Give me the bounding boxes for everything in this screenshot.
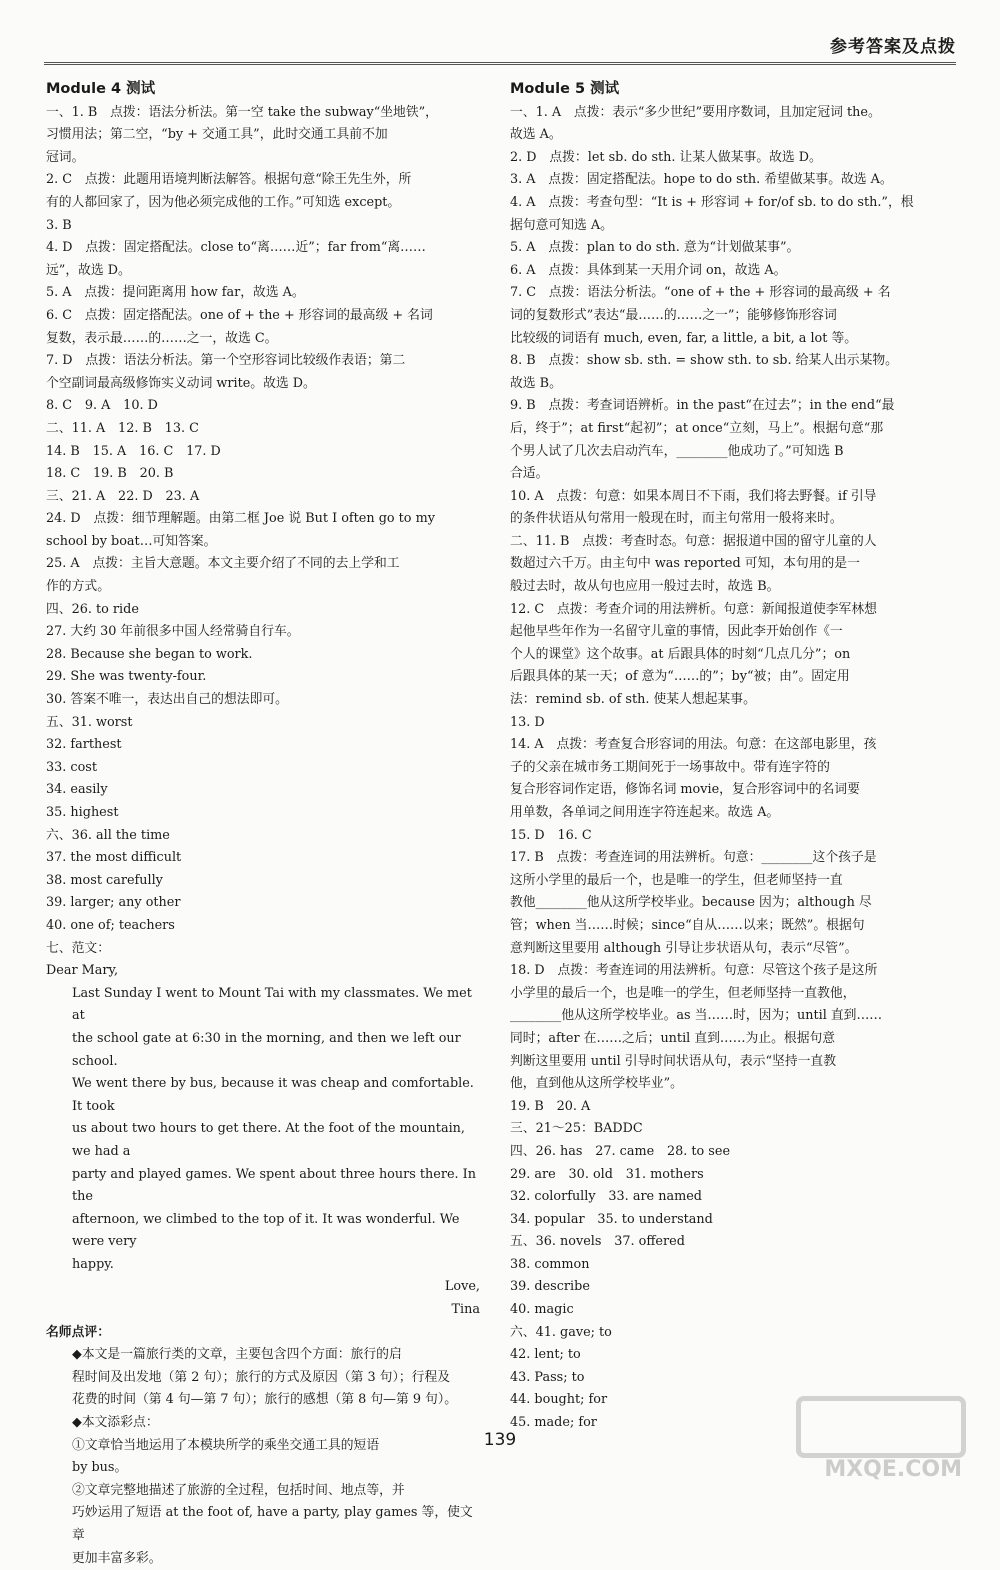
text-line: 用单数，各单词之间用连字符连起来。故选 A。 xyxy=(510,805,780,820)
text-line: 35. highest xyxy=(46,805,119,820)
text-line: the school gate at 6:30 in the morning, and then we left our school. xyxy=(72,1030,465,1069)
text-line: 五、36. novels 37. offered xyxy=(510,1234,685,1250)
text-line: 3. A 点拨：固定搭配法。hope to do sth. 希望做某事。故选 A。 xyxy=(510,172,893,188)
text-line: 远”，故选 D。 xyxy=(46,262,131,278)
text-line: 34. popular 35. to understand xyxy=(510,1211,713,1227)
watermark-url: MXQE.COM xyxy=(824,1457,962,1482)
text-line: 三、21. A 22. D 23. A xyxy=(46,488,200,504)
text-line: 6. C 点拨：固定搭配法。one of + the + 形容词的最高级 + 名词 xyxy=(46,307,433,323)
text-line: 34. easily xyxy=(46,782,108,798)
text-line: school by boat…可知答案。 xyxy=(46,533,217,549)
text-line: afternoon, we climbed to the top of it. It was wonderful. We were very xyxy=(72,1211,464,1250)
text-line: 2. C 点拨：此题用语境判断法解答。根据句意“除王先生外，所 xyxy=(46,172,412,188)
text-line: 法：remind sb. of sth. 使某人想起某事。 xyxy=(510,692,756,708)
text-line: 19. B 20. A xyxy=(510,1098,591,1114)
text-line: 故选 B。 xyxy=(510,375,562,391)
text-line: 程时间及出发地（第 2 句）；旅行的方式及原因（第 3 句）；行程及 xyxy=(72,1369,451,1385)
text-line: 数超过六千万。由主句中 was reported 可知，本句用的是一 xyxy=(510,556,860,572)
text-line: 38. most carefully xyxy=(46,872,163,888)
text-line: 40. magic xyxy=(510,1302,574,1318)
text-line: 合适。 xyxy=(510,466,549,482)
text-line: 比较级的词语有 much, even, far, a little, a bit, a lot 等。 xyxy=(510,330,858,346)
comment-title: 名师点评： xyxy=(46,1324,110,1340)
text-line: 作的方式。 xyxy=(46,579,110,595)
text-line: 45. made; for xyxy=(510,1415,597,1431)
text-line: 复数，表示最……的……之一，故选 C。 xyxy=(46,330,278,346)
text-line: 30. 答案不唯一，表达出自己的想法即可。 xyxy=(46,692,288,708)
text-line: 40. one of; teachers xyxy=(46,917,175,933)
text-line: 一、1. B 点拨：语法分析法。第一空 take the subway“坐地铁”， xyxy=(46,104,438,120)
text-line: 据句意可知选 A。 xyxy=(510,217,613,233)
text-line: 18. C 19. B 20. B xyxy=(46,466,174,482)
header-title: 参考答案及点拨 xyxy=(830,37,956,57)
watermark-logo xyxy=(786,1396,966,1486)
text-line: 39. describe xyxy=(510,1279,590,1295)
text-line: 24. D 点拨：细节理解题。由第二框 Joe 说 But I often go to my xyxy=(46,511,435,527)
text-line: We went there by bus, because it was cheap and comfortable. It took xyxy=(72,1076,478,1114)
text-line: 个人的课堂》这个故事。at 后跟具体的时刻“几点几分”；on xyxy=(510,646,851,662)
text-line: 42. lent; to xyxy=(510,1347,581,1363)
text-line: party and played games. We spent about three hours there. In the xyxy=(72,1166,481,1205)
text-line: ①文章恰当地运用了本模块所学的乘坐交通工具的短语 xyxy=(72,1437,380,1453)
text-line: 六、36. all the time xyxy=(46,827,170,843)
text-line: 复合形容词作定语，修饰名词 movie，复合形容词中的名词要 xyxy=(510,782,860,798)
text-line: us about two hours to get there. At the foot of the mountain, we had a xyxy=(72,1121,470,1159)
text-line: 6. A 点拨：具体到某一天用介词 on，故选 A。 xyxy=(510,262,787,278)
module5-answers xyxy=(510,102,956,1435)
text-line: 七、范文： xyxy=(46,940,110,956)
text-line: 5. A 点拨：plan to do sth. 意为“计划做某事”。 xyxy=(510,240,800,256)
text-line: 8. C 9. A 10. D xyxy=(46,398,158,414)
text-line: 他，直到他从这所学校毕业”。 xyxy=(510,1076,683,1092)
text-line: 般过去时，故从句也应用一般过去时，故选 B。 xyxy=(510,579,780,595)
teacher-comment xyxy=(46,1344,484,1570)
text-line: Dear Mary, xyxy=(46,963,119,979)
text-line: 3. B xyxy=(46,217,72,233)
text-line: 15. D 16. C xyxy=(510,827,592,843)
text-line: 二、11. A 12. B 13. C xyxy=(46,420,199,436)
text-line: 更加丰富多彩。 xyxy=(72,1550,162,1566)
text-line: 4. A 点拨：考查句型：“It is + 形容词 + for/of sb. to do sth.”，根 xyxy=(510,194,914,210)
essay-sign-name: Tina xyxy=(451,1302,480,1318)
text-line: 17. B 点拨：考查连词的用法辨析。句意：________这个孩子是 xyxy=(510,850,877,866)
text-line: 一、1. A 点拨：表示“多少世纪”要用序数词，且加定冠词 the。 xyxy=(510,104,881,120)
text-line: 4. D 点拨：固定搭配法。close to“离……近”；far from“离…… xyxy=(46,240,426,256)
header-rule xyxy=(44,62,956,65)
module4-title: Module 4 测试 xyxy=(46,81,156,97)
text-line: by bus。 xyxy=(72,1460,128,1476)
right-column xyxy=(510,78,956,1435)
text-line: 教他________他从这所学校毕业。because 因为；although 尽 xyxy=(510,895,872,911)
text-line: 习惯用法；第二空，“by + 交通工具”，此时交通工具前不加 xyxy=(46,127,388,143)
text-line: 起他早些年作为一名留守儿童的事情，因此李开始创作《一 xyxy=(510,624,843,640)
page-number: 139 xyxy=(483,1430,517,1450)
text-line: 词的复数形式”表达“最……的……之一”；能够修饰形容词 xyxy=(510,307,837,323)
text-line: 9. B 点拨：考查词语辨析。in the past“在过去”；in the end“最 xyxy=(510,398,895,414)
text-line: 43. Pass; to xyxy=(510,1369,585,1385)
text-line: 18. D 点拨：考查连词的用法辨析。句意：尽管这个孩子是这所 xyxy=(510,963,878,979)
text-line: 32. colorfully 33. are named xyxy=(510,1189,702,1205)
text-line: 四、26. to ride xyxy=(46,601,139,617)
text-line: 27. 大约 30 年前很多中国人经常骑自行车。 xyxy=(46,624,300,640)
essay-sign-love: Love, xyxy=(444,1279,480,1295)
text-line: 巧妙运用了短语 at the foot of, have a party, play games 等，使文章 xyxy=(72,1505,473,1543)
text-line: 37. the most difficult xyxy=(46,850,182,866)
essay xyxy=(46,983,484,1277)
module4-answers xyxy=(46,102,484,983)
text-line: 33. cost xyxy=(46,759,98,775)
text-line: 29. She was twenty-four. xyxy=(46,669,207,685)
text-line: 这所小学里的最后一个，也是唯一的学生，但老师坚持一直 xyxy=(510,872,843,888)
text-line: 同时；after 在……之后；until 直到……为止。根据句意 xyxy=(510,1030,836,1046)
text-line: ②文章完整地描述了旅游的全过程，包括时间、地点等，并 xyxy=(72,1482,405,1498)
text-line: 38. common xyxy=(510,1256,590,1272)
module5-title: Module 5 测试 xyxy=(510,81,620,97)
text-line: ________他从这所学校毕业。as 当……时，因为；until 直到…… xyxy=(510,1008,883,1024)
text-line: 子的父亲在城市务工期间死于一场事故中。带有连字符的 xyxy=(510,759,830,775)
left-column xyxy=(46,78,484,1570)
text-line: 2. D 点拨：let sb. do sth. 让某人做某事。故选 D。 xyxy=(510,149,822,165)
text-line: ◆本文是一篇旅行类的文章，主要包含四个方面：旅行的启 xyxy=(72,1347,402,1363)
text-line: 个男人试了几次去启动汽车，________他成功了。”可知选 B xyxy=(510,443,844,459)
text-line: 8. B 点拨：show sb. sth. = show sth. to sb. 给某人出示某物。 xyxy=(510,353,898,369)
text-line: 39. larger; any other xyxy=(46,895,181,911)
text-line: happy. xyxy=(72,1256,114,1272)
text-line: 六、41. gave; to xyxy=(510,1324,612,1340)
text-line: 个空副词最高级修饰实义动词 write。故选 D。 xyxy=(46,375,316,391)
text-line: 后跟具体的某一天；of 意为“……的”；by“被；由”。固定用 xyxy=(510,669,850,685)
text-line: 管；when 当……时候；since“自从……以来；既然”。根据句 xyxy=(510,917,865,933)
watermark-box xyxy=(796,1396,966,1458)
text-line: 的条件状语从句常用一般现在时，而主句常用一般将来时。 xyxy=(510,511,843,527)
text-line: 判断这里要用 until 引导时间状语从句，表示“坚持一直教 xyxy=(510,1053,837,1069)
text-line: 12. C 点拨：考查介词的用法辨析。句意：新闻报道使李军林想 xyxy=(510,601,877,617)
text-line: 花费的时间（第 4 句—第 7 句）；旅行的感想（第 8 句—第 9 句）。 xyxy=(72,1392,458,1408)
text-line: 14. B 15. A 16. C 17. D xyxy=(46,443,221,459)
text-line: 后，终于”；at first“起初”；at once“立刻，马上”。根据句意“那 xyxy=(510,420,884,436)
text-line: 小学里的最后一个，也是唯一的学生，但老师坚持一直教他， xyxy=(510,985,856,1001)
text-line: 故选 A。 xyxy=(510,127,562,143)
text-line: 29. are 30. old 31. mothers xyxy=(510,1166,704,1182)
text-line: ◆本文添彩点： xyxy=(72,1415,159,1431)
page-header xyxy=(44,30,956,64)
text-line: 意判断这里要用 although 引导让步状语从句，表示“尽管”。 xyxy=(510,940,858,956)
text-line: 7. C 点拨：语法分析法。“one of + the + 形容词的最高级 + 名 xyxy=(510,285,891,301)
text-line: 7. D 点拨：语法分析法。第一个空形容词比较级作表语；第二 xyxy=(46,353,406,369)
text-line: 三、21～25：BADDC xyxy=(510,1121,643,1137)
text-line: 有的人都回家了，因为他必须完成他的工作。”可知选 except。 xyxy=(46,194,401,210)
text-line: 13. D xyxy=(510,714,545,730)
text-line: 五、31. worst xyxy=(46,714,133,730)
text-line: 冠词。 xyxy=(46,149,85,165)
text-line: 28. Because she began to work. xyxy=(46,646,253,662)
text-line: 二、11. B 点拨：考查时态。句意：据报道中国的留守儿童的人 xyxy=(510,533,877,549)
text-line: Last Sunday I went to Mount Tai with my classmates. We met at xyxy=(72,985,476,1024)
text-line: 44. bought; for xyxy=(510,1392,608,1408)
text-line: 四、26. has 27. came 28. to see xyxy=(510,1143,731,1159)
text-line: 25. A 点拨：主旨大意题。本文主要介绍了不同的去上学和工 xyxy=(46,556,400,572)
text-line: 10. A 点拨：句意：如果本周日不下雨，我们将去野餐。if 引导 xyxy=(510,488,877,504)
text-line: 5. A 点拨：提问距离用 how far，故选 A。 xyxy=(46,285,305,301)
text-line: 14. A 点拨：考查复合形容词的用法。句意：在这部电影里，孩 xyxy=(510,737,877,753)
text-line: 32. farthest xyxy=(46,737,122,753)
